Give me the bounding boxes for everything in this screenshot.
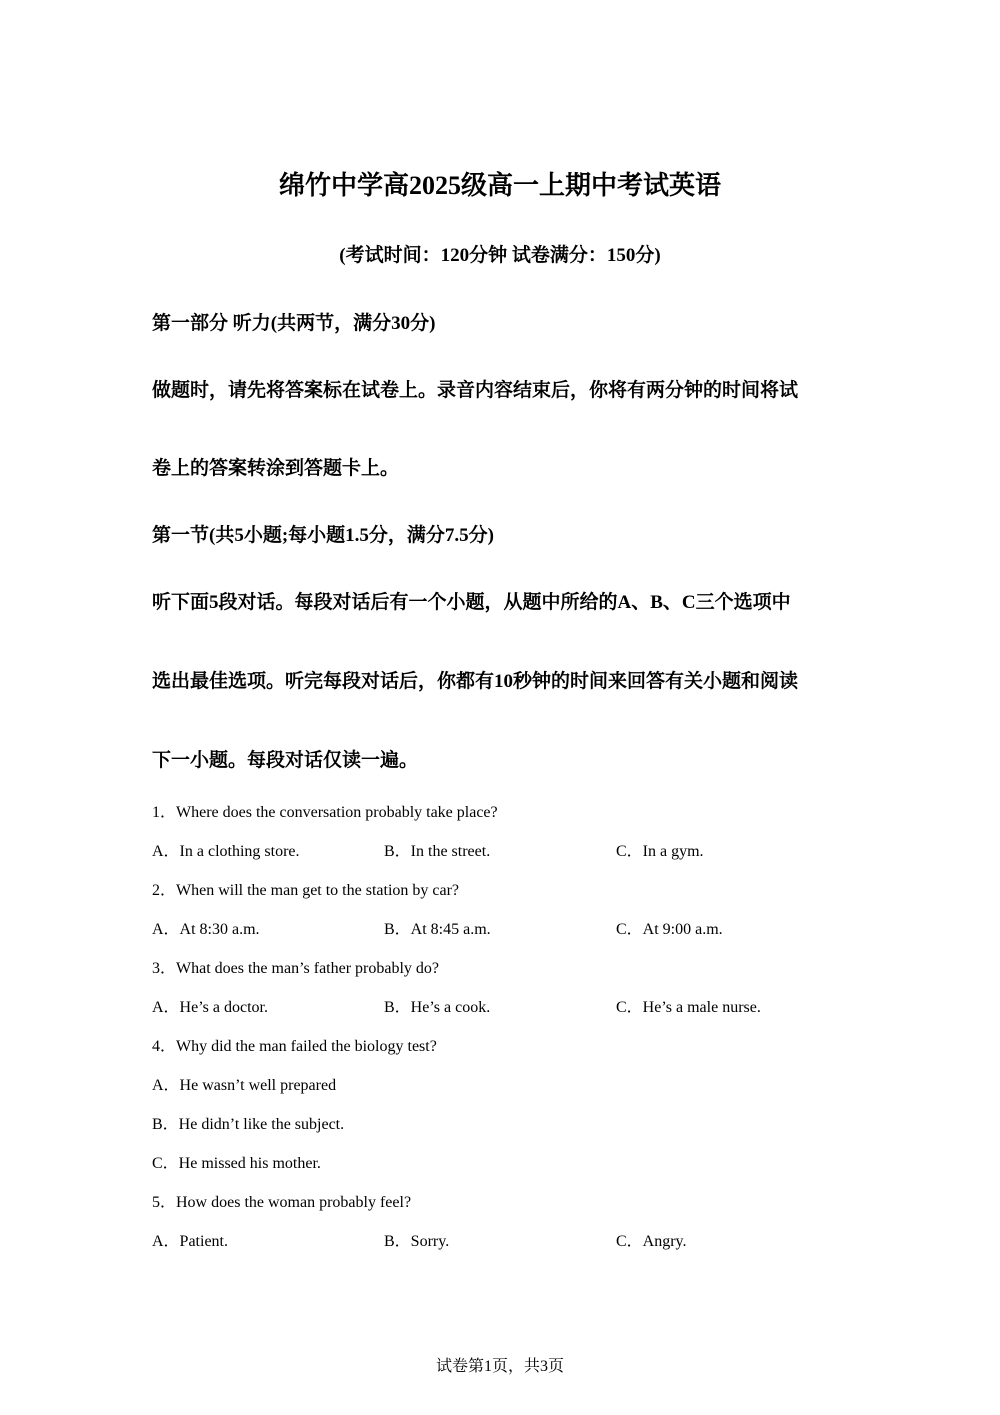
question-2-option-b: B．At 8:45 a.m. xyxy=(384,921,491,938)
question-2-option-a: A．At 8:30 a.m. xyxy=(152,921,260,938)
section1-instruction-line-2: 选出最佳选项。听完每段对话后，你都有10秒钟的时间来回答有关小题和阅读 xyxy=(152,671,799,692)
question-1-option-c: C．In a gym. xyxy=(616,843,704,860)
question-3-option-c: C．He’s a male nurse. xyxy=(616,999,761,1016)
question-2-stem: 2．When will the man get to the station by car? xyxy=(152,882,460,899)
question-3-option-a: A．He’s a doctor. xyxy=(152,999,268,1016)
question-5-stem: 5．How does the woman probably feel? xyxy=(152,1194,412,1211)
question-1-option-b: B．In the street. xyxy=(384,843,491,860)
question-4-option-a: A．He wasn’t well prepared xyxy=(152,1077,337,1094)
part1-instruction-line-1: 做题时，请先将答案标在试卷上。录音内容结束后，你将有两分钟的时间将试 xyxy=(152,380,799,401)
exam-title: 绵竹中学高2025级高一上期中考试英语 xyxy=(278,171,721,200)
question-5-option-b: B．Sorry. xyxy=(384,1233,450,1250)
section1-instruction-line-1: 听下面5段对话。每段对话后有一个小题，从题中所给的A、B、C三个选项中 xyxy=(152,592,791,613)
exam-subtitle: (考试时间：120分钟 试卷满分：150分) xyxy=(339,245,661,266)
question-4-option-b: B．He didn’t like the subject. xyxy=(152,1116,345,1133)
question-4-option-c: C．He missed his mother. xyxy=(152,1155,321,1172)
question-1-stem: 1．Where does the conversation probably take place? xyxy=(152,804,498,821)
page-footer: 试卷第1页，共3页 xyxy=(435,1358,564,1375)
part1-heading: 第一部分 听力(共两节，满分30分) xyxy=(152,313,436,334)
question-3-option-b: B．He’s a cook. xyxy=(384,999,491,1016)
question-1-option-a: A．In a clothing store. xyxy=(152,843,300,860)
part1-instruction-line-2: 卷上的答案转涂到答题卡上。 xyxy=(152,458,400,479)
question-4-stem: 4．Why did the man failed the biology test? xyxy=(152,1038,437,1055)
section1-instruction-line-3: 下一小题。每段对话仅读一遍。 xyxy=(152,750,419,771)
question-5-option-c: C．Angry. xyxy=(616,1233,687,1250)
question-2-option-c: C．At 9:00 a.m. xyxy=(616,921,723,938)
section1-heading: 第一节(共5小题;每小题1.5分，满分7.5分) xyxy=(152,525,494,546)
question-5-option-a: A．Patient. xyxy=(152,1233,228,1250)
question-3-stem: 3．What does the man’s father probably do? xyxy=(152,960,440,977)
